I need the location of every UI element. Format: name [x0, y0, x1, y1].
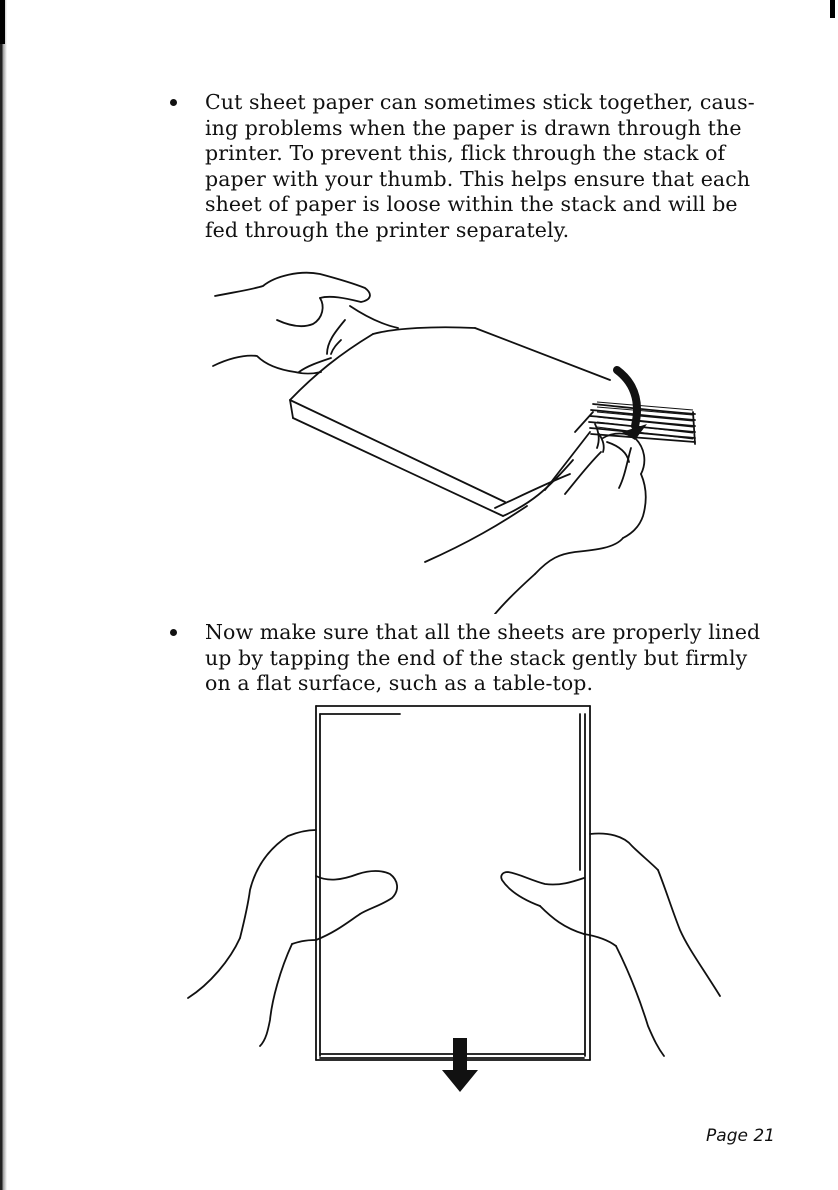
- scan-edge: [0, 0, 7, 1190]
- scan-mark: [0, 0, 5, 44]
- text-line: Cut sheet paper can sometimes stick together, caus-: [205, 90, 755, 114]
- text-line: ing problems when the paper is drawn through the: [205, 115, 742, 140]
- text-line: up by tapping the end of the stack gently but firmly: [205, 645, 748, 670]
- scan-mark: [830, 0, 835, 18]
- text-line: fed through the printer separately.: [205, 217, 570, 242]
- text-line: sheet of paper is loose within the stack and will be: [205, 192, 738, 217]
- text-line: on a flat surface, such as a table-top.: [205, 671, 594, 696]
- page-number: Page 21: [706, 1126, 775, 1146]
- bullet-dot: [170, 99, 177, 106]
- bullet-dot: [170, 629, 177, 636]
- text-line: paper with your thumb. This helps ensure that each: [205, 166, 751, 191]
- text-line: Now make sure that all the sheets are properly lined: [205, 620, 761, 644]
- illustration-tap-stack: [180, 700, 740, 1100]
- illustration-flick-stack: [195, 262, 715, 614]
- instruction-flick-paper: [205, 90, 775, 244]
- text-line: printer. To prevent this, flick through the stack of: [205, 141, 726, 166]
- instruction-align-stack: [205, 620, 775, 697]
